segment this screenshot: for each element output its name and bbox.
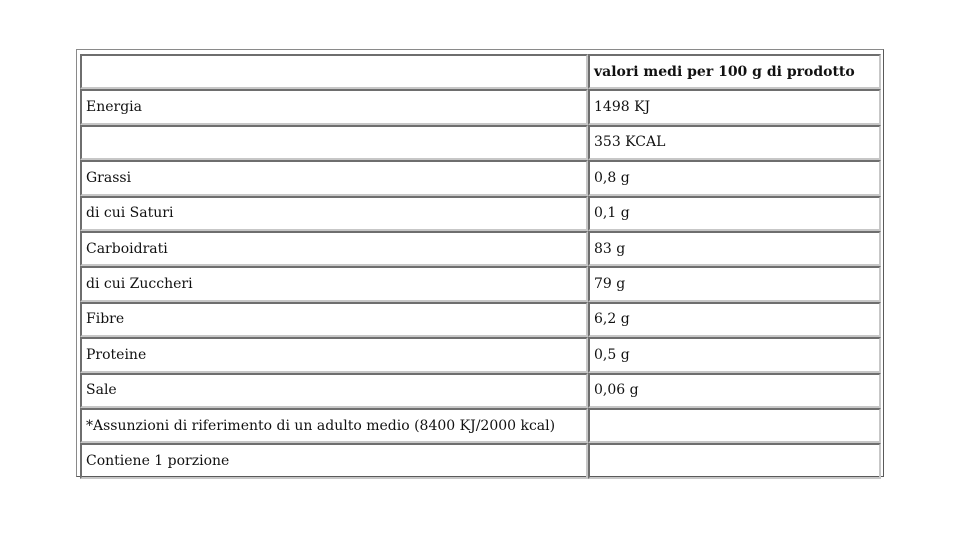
row-value: 1498 KJ [588,89,881,124]
table-row [80,443,881,478]
row-value: 83 g [588,231,881,266]
row-value: 0,1 g [588,196,881,231]
row-label: Proteine [80,337,588,372]
row-label: Carboidrati [80,231,588,266]
row-value: 79 g [588,266,881,301]
nutrition-table [80,54,881,479]
row-label: *Assunzioni di riferimento di un adulto medio (8400 KJ/2000 kcal) [80,408,588,443]
row-label: Grassi [80,160,588,195]
row-value [588,443,881,478]
table-row [80,160,881,195]
row-label: Fibre [80,302,588,337]
table-row [80,373,881,408]
table-row [80,196,881,231]
table-row [80,408,881,443]
table-row [80,337,881,372]
row-value: 0,5 g [588,337,881,372]
header-cell-values: valori medi per 100 g di prodotto [588,54,881,89]
table-row [80,266,881,301]
table-header-row [80,54,881,89]
nutrition-table-frame [76,49,884,477]
row-label [80,125,588,160]
row-value: 0,06 g [588,373,881,408]
row-value: 0,8 g [588,160,881,195]
row-label: Contiene 1 porzione [80,443,588,478]
row-value: 353 KCAL [588,125,881,160]
row-label: Energia [80,89,588,124]
row-label: Sale [80,373,588,408]
row-value: 6,2 g [588,302,881,337]
table-row [80,125,881,160]
row-label: di cui Saturi [80,196,588,231]
row-value [588,408,881,443]
header-cell-label [80,54,588,89]
table-row [80,302,881,337]
table-row [80,89,881,124]
row-label: di cui Zuccheri [80,266,588,301]
table-row [80,231,881,266]
